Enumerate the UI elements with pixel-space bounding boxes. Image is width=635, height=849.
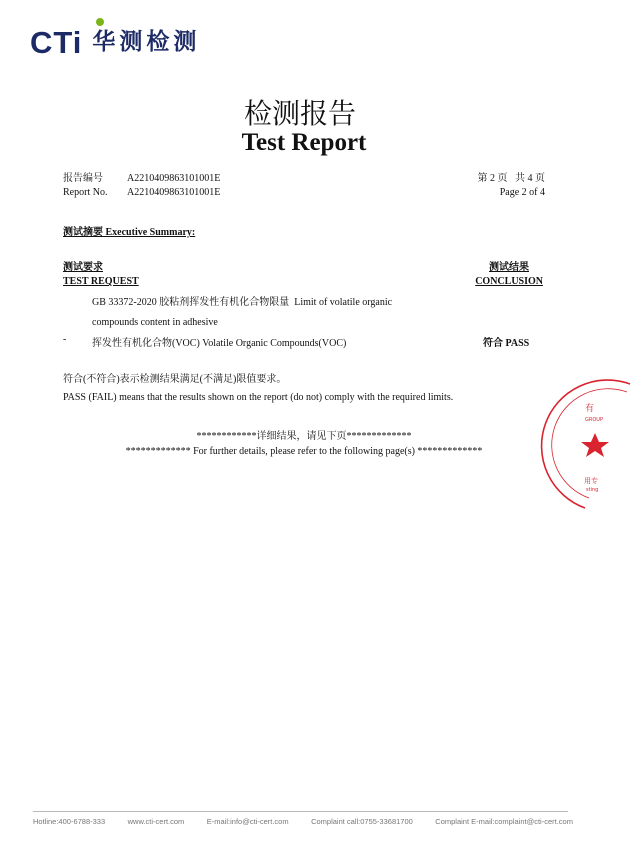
- report-title-en: Test Report: [241, 129, 367, 156]
- seal-text-bottom: 用专: [584, 477, 598, 485]
- footer-divider: [33, 811, 568, 812]
- seal-text-top: 有: [585, 404, 595, 414]
- report-number-label-cn: 报告编号: [63, 173, 103, 184]
- executive-summary-heading: 测试摘要 Executive Summary:: [63, 227, 196, 238]
- logo-green-dot: [96, 18, 104, 26]
- conclusion-cn: 测试结果: [489, 262, 529, 273]
- footer-website[interactable]: www.cti-cert.com: [127, 817, 185, 826]
- report-number-block: [63, 172, 220, 200]
- logo-cti-text: CTi: [30, 25, 83, 60]
- result-note-cn: 符合(不符合)表示检测结果满足(不满足)限值要求。: [63, 374, 287, 385]
- details-note-en: ************* For further details, please refer to the following page(s) *************: [125, 446, 483, 457]
- test-item-standard-line2: compounds content in adhesive: [92, 317, 218, 328]
- logo-chinese-text: 华测检测: [92, 29, 201, 55]
- report-number-value-en: A2210409863101001E: [127, 187, 221, 198]
- report-number-label-en: Report No.: [63, 187, 108, 198]
- pagination-en: Page 2 of 4: [499, 187, 545, 198]
- details-note-cn: ************详细结果，请见下页*************: [196, 431, 412, 442]
- result-note: [63, 371, 453, 407]
- test-item-voc: 挥发性有机化合物(VOC) Volatile Organic Compounds(VOC): [92, 338, 347, 349]
- test-request-heading: [63, 261, 139, 289]
- test-request-cn: 测试要求: [63, 262, 103, 273]
- test-result-pass: 符合 PASS: [483, 338, 530, 349]
- company-logo: [30, 24, 200, 58]
- report-number-value-cn: A2210409863101001E: [127, 173, 221, 184]
- seal-star-icon: [581, 433, 609, 457]
- test-item-standard: [92, 293, 452, 333]
- footer-contact-bar: [33, 817, 573, 826]
- footer-hotline: Hotline:400-6788-333: [33, 817, 106, 826]
- seal-text-group: GROUP: [585, 417, 603, 423]
- conclusion-en: CONCLUSION: [475, 276, 543, 287]
- report-title-cn: 检测报告: [243, 97, 356, 130]
- pagination-block: [478, 172, 546, 200]
- seal-text-testing: sting: [586, 487, 599, 493]
- footer-email[interactable]: E-mail:info@cti-cert.com: [206, 817, 289, 826]
- footer-complaint-call: Complaint call:0755-33681700: [311, 817, 413, 826]
- footer-complaint-email[interactable]: Complaint E-mail:complaint@cti-cert.com: [435, 817, 573, 826]
- result-note-en: PASS (FAIL) means that the results shown on the report (do not) comply with the required limits.: [63, 392, 454, 403]
- test-item-standard-line1: GB 33372-2020 胶粘剂挥发性有机化合物限量 Limit of volatile organic: [92, 297, 393, 308]
- test-request-en: TEST REQUEST: [63, 276, 139, 287]
- test-item-bullet: -: [63, 334, 67, 345]
- pagination-cn: 第 2 页 共 4 页: [477, 173, 545, 184]
- company-seal-stamp: [565, 378, 635, 518]
- conclusion-heading: [475, 261, 543, 289]
